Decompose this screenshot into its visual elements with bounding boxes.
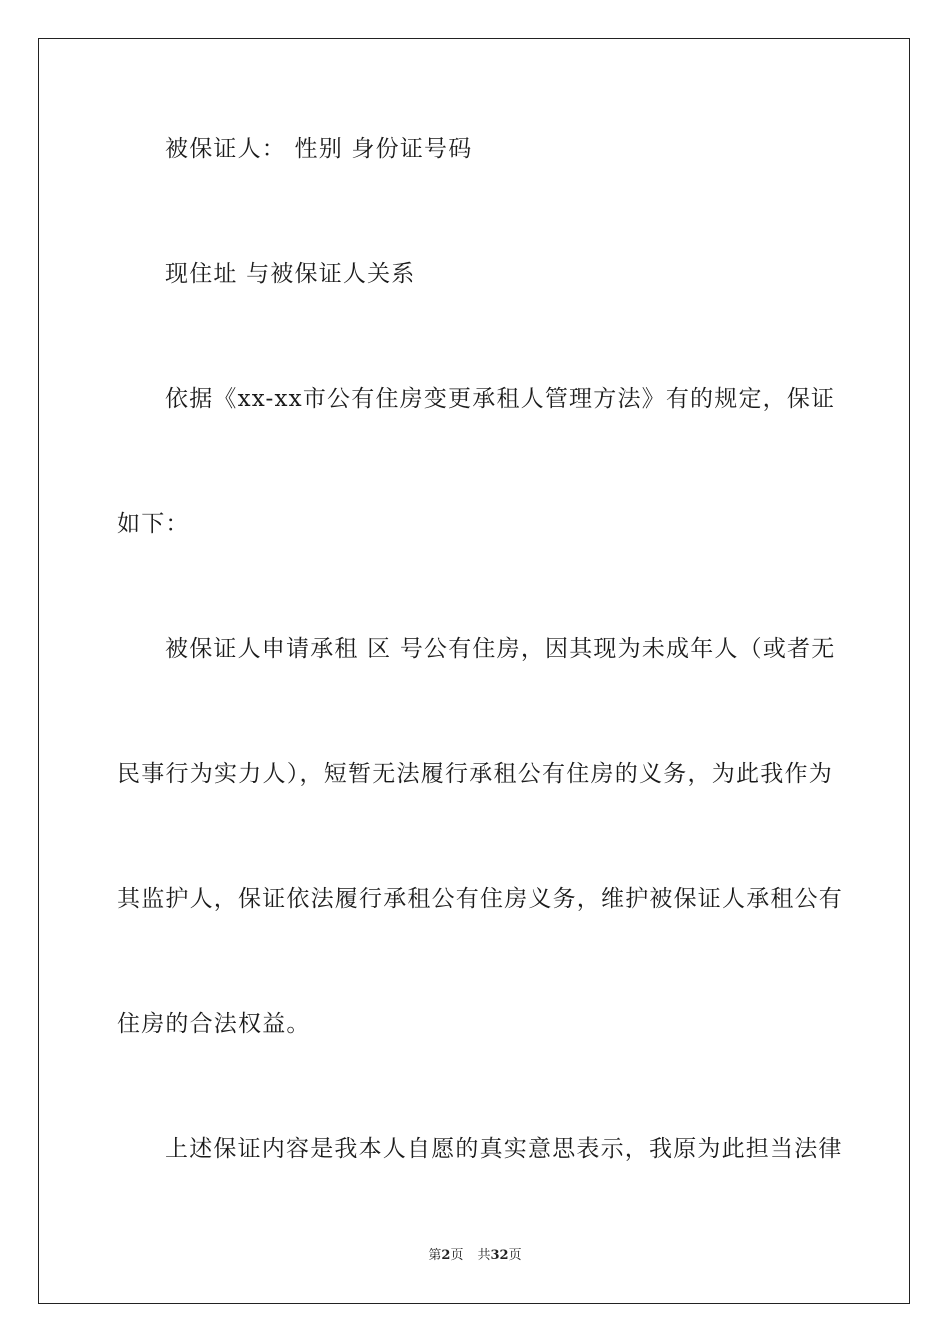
paragraph-line: 如下： <box>117 511 190 537</box>
page-suffix: 页 <box>450 1248 464 1263</box>
page-border <box>38 38 910 1304</box>
page-number: 2 <box>441 1248 451 1263</box>
paragraph-line: 依据《xx-xx市公有住房变更承租人管理方法》有的规定，保证 <box>165 386 836 412</box>
guarantee-field-line: 被保证人： 性别 身份证号码 <box>165 136 473 162</box>
paragraph-line: 民事行为实力人），短暂无法履行承租公有住房的义务，为此我作为 <box>117 761 833 787</box>
page-prefix: 第 <box>428 1248 442 1263</box>
paragraph-line: 其监护人，保证依法履行承租公有住房义务，维护被保证人承租公有 <box>117 886 843 912</box>
address-field-line: 现住址 与被保证人关系 <box>165 261 416 287</box>
total-pages: 32 <box>490 1248 509 1263</box>
total-suffix: 页 <box>508 1248 522 1263</box>
paragraph-line: 住房的合法权益。 <box>117 1011 311 1037</box>
page-footer <box>0 1247 950 1265</box>
paragraph-line: 被保证人申请承租 区 号公有住房，因其现为未成年人（或者无 <box>165 636 836 662</box>
paragraph-line: 上述保证内容是我本人自愿的真实意思表示，我原为此担当法律 <box>165 1136 843 1162</box>
total-prefix: 共 <box>477 1248 491 1263</box>
